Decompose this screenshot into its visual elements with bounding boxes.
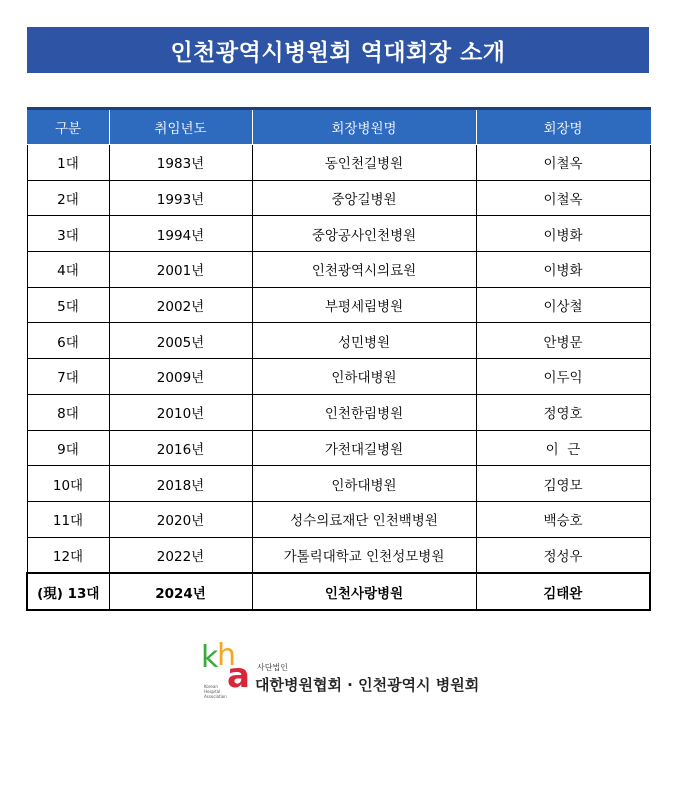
cell-year: 1993년: [109, 180, 252, 216]
cell-term: 4대: [27, 252, 109, 288]
table-row: [27, 287, 650, 323]
cell-year: 1983년: [109, 145, 252, 181]
logo-letter-a: a: [227, 656, 250, 696]
cell-year: 2005년: [109, 323, 252, 359]
cell-president: 이철옥: [476, 145, 650, 181]
table-row: [27, 430, 650, 466]
cell-hospital: 동인천길병원: [252, 145, 476, 181]
cell-term: 11대: [27, 501, 109, 537]
logo-letter-k: k: [201, 640, 219, 675]
table-row: [27, 466, 650, 502]
cell-hospital: 부평세림병원: [252, 287, 476, 323]
cell-term: 5대: [27, 287, 109, 323]
cell-president: 이상철: [476, 287, 650, 323]
kha-logo: [201, 638, 253, 699]
cell-term: 12대: [27, 537, 109, 573]
table-row: [27, 145, 650, 181]
cell-president: 이병화: [476, 216, 650, 252]
header-year: 취임년도: [109, 109, 252, 145]
table-row: [27, 180, 650, 216]
cell-hospital: 인하대병원: [252, 359, 476, 395]
cell-year: 2018년: [109, 466, 252, 502]
cell-year: 2002년: [109, 287, 252, 323]
table-row: [27, 323, 650, 359]
cell-president: 안병문: [476, 323, 650, 359]
page-title: 인천광역시병원회 역대회장 소개: [27, 27, 649, 73]
cell-president: 이철옥: [476, 180, 650, 216]
table-row: [27, 394, 650, 430]
cell-hospital: 중앙공사인천병원: [252, 216, 476, 252]
org-name: 대한병원협회 · 인천광역시 병원회: [255, 676, 480, 694]
header-hospital: 회장병원명: [252, 109, 476, 145]
cell-hospital: 인천사랑병원: [252, 573, 476, 610]
logo-tagline: Korean Hospital Association: [204, 684, 227, 699]
header-term: 구분: [27, 109, 109, 145]
cell-year: 2022년: [109, 537, 252, 573]
table-row: [27, 216, 650, 252]
cell-year: 2020년: [109, 501, 252, 537]
cell-term: 1대: [27, 145, 109, 181]
cell-hospital: 인천광역시의료원: [252, 252, 476, 288]
cell-term: 3대: [27, 216, 109, 252]
footer: [201, 638, 491, 699]
cell-hospital: 가톨릭대학교 인천성모병원: [252, 537, 476, 573]
cell-year: 2016년: [109, 430, 252, 466]
table-row: [27, 359, 650, 395]
cell-year: 2001년: [109, 252, 252, 288]
cell-hospital: 가천대길병원: [252, 430, 476, 466]
cell-term: 8대: [27, 394, 109, 430]
cell-president: 이두익: [476, 359, 650, 395]
cell-term: 10대: [27, 466, 109, 502]
table-row-current: [27, 573, 650, 610]
cell-hospital: 중앙길병원: [252, 180, 476, 216]
cell-hospital: 성수의료재단 인천백병원: [252, 501, 476, 537]
cell-term: 2대: [27, 180, 109, 216]
cell-term: (現) 13대: [27, 573, 109, 610]
table-row: [27, 252, 650, 288]
cell-president: 이병화: [476, 252, 650, 288]
table-row: [27, 537, 650, 573]
logo-letter-h: h: [217, 638, 237, 673]
table-row: [27, 501, 650, 537]
cell-president: 백승호: [476, 501, 650, 537]
cell-hospital: 인천한림병원: [252, 394, 476, 430]
cell-year: 2009년: [109, 359, 252, 395]
cell-term: 7대: [27, 359, 109, 395]
cell-term: 6대: [27, 323, 109, 359]
cell-year: 2010년: [109, 394, 252, 430]
table-header-row: [27, 109, 650, 145]
header-president: 회장명: [476, 109, 650, 145]
cell-president: 김태완: [476, 573, 650, 610]
cell-hospital: 성민병원: [252, 323, 476, 359]
cell-hospital: 인하대병원: [252, 466, 476, 502]
corp-label: 사단법인: [257, 663, 288, 672]
cell-year: 1994년: [109, 216, 252, 252]
cell-term: 9대: [27, 430, 109, 466]
cell-president: 이 근: [476, 430, 650, 466]
cell-president: 정성우: [476, 537, 650, 573]
cell-president: 김영모: [476, 466, 650, 502]
cell-year: 2024년: [109, 573, 252, 610]
president-history-table: [26, 107, 651, 611]
cell-president: 정영호: [476, 394, 650, 430]
